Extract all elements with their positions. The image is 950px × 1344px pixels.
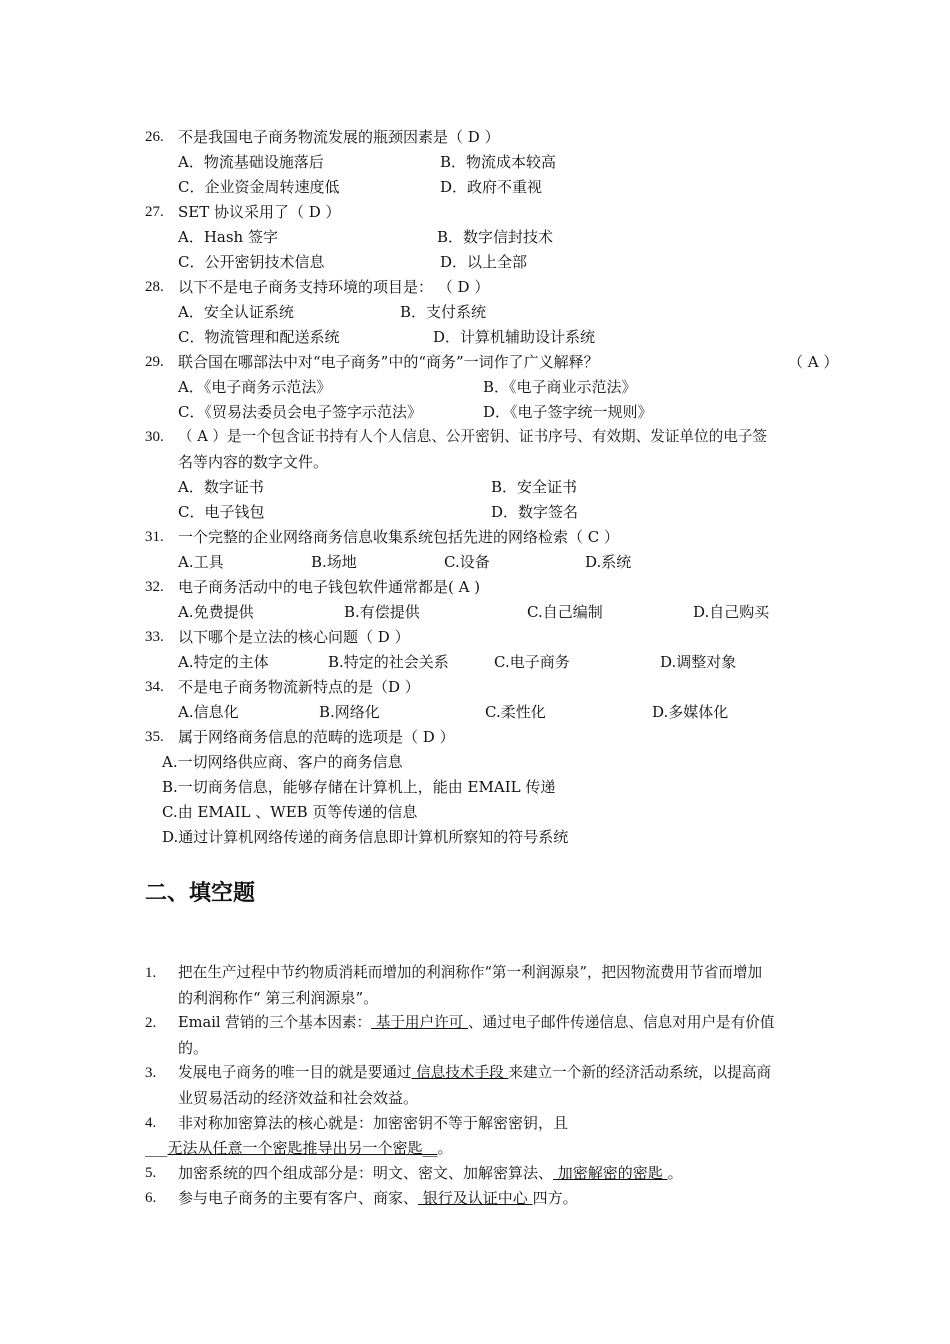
question-text: 电子商务活动中的电子钱包软件通常都是( A ) bbox=[178, 578, 481, 596]
option-a: A.工具 bbox=[178, 553, 224, 571]
fill-text bbox=[178, 1063, 771, 1083]
question-number: 27. bbox=[145, 204, 164, 220]
fill-text-continued: 的利润称作“ 第三利润源泉”。 bbox=[178, 989, 379, 1007]
fill-text-continued bbox=[145, 1138, 453, 1158]
question-number: 29. bbox=[145, 354, 164, 370]
option-d: D.通过计算机网络传递的商务信息即计算机所察知的符号系统 bbox=[162, 828, 569, 846]
option-a: A.信息化 bbox=[178, 703, 239, 721]
option-d: D．政府不重视 bbox=[440, 178, 543, 196]
fill-blank-answer: 无法从任意一个密匙推导出另一个密匙 bbox=[167, 1139, 423, 1157]
question-text: 不是电子商务物流新特点的是（D ） bbox=[178, 678, 420, 696]
option-a: A.特定的主体 bbox=[178, 653, 269, 671]
option-d: D.自己购买 bbox=[693, 603, 770, 621]
fill-pre: 参与电子商务的主要有客户、商家、 bbox=[178, 1189, 419, 1207]
option-b: B．安全证书 bbox=[491, 478, 578, 496]
answer-bracket: （ A ） bbox=[788, 353, 839, 371]
question-number: 35. bbox=[145, 729, 164, 745]
question-number: 28. bbox=[145, 279, 164, 295]
question-text: 以下不是电子商务支持环境的项目是： （ D ） bbox=[178, 278, 490, 296]
question-text: 以下哪个是立法的核心问题（ D ） bbox=[178, 628, 410, 646]
question-text: 不是我国电子商务物流发展的瓶颈因素是（ D ） bbox=[178, 128, 500, 146]
question-number: 31. bbox=[145, 529, 164, 545]
question-text: 属于网络商务信息的范畴的选项是（ D ） bbox=[178, 728, 455, 746]
fill-number: 1. bbox=[145, 965, 157, 981]
option-c: C．公开密钥技术信息 bbox=[178, 253, 325, 271]
option-c: C.由 EMAIL 、WEB 页等传递的信息 bbox=[162, 803, 418, 821]
fill-text bbox=[178, 1163, 683, 1183]
option-b: B.场地 bbox=[311, 553, 357, 571]
option-d: D.调整对象 bbox=[660, 653, 737, 671]
option-b: B.特定的社会关系 bbox=[328, 653, 449, 671]
question-text: 联合国在哪部法中对“电子商务”中的“商务”一词作了广义解释？ bbox=[178, 353, 599, 371]
fill-text: 非对称加密算法的核心就是：加密密钥不等于解密密钥，且 bbox=[178, 1114, 569, 1132]
option-a: A．物流基础设施落后 bbox=[178, 153, 324, 171]
option-b: B.网络化 bbox=[319, 703, 380, 721]
fill-post: 。 bbox=[667, 1164, 683, 1182]
option-c: C．《贸易法委员会电子签字示范法》 bbox=[178, 403, 422, 421]
option-d: D．《电子签字统一规则》 bbox=[483, 403, 653, 421]
option-b: B．支付系统 bbox=[400, 303, 487, 321]
option-c: C．企业资金周转速度低 bbox=[178, 178, 340, 196]
option-d: D．计算机辅助设计系统 bbox=[433, 328, 596, 346]
question-text: （ A ）是一个包含证书持有人个人信息、公开密钥、证书序号、有效期、发证单位的电子签 bbox=[178, 428, 767, 445]
option-b: B.有偿提供 bbox=[344, 603, 420, 621]
option-a: A．数字证书 bbox=[178, 478, 264, 496]
question-number: 33. bbox=[145, 629, 164, 645]
option-a: A.免费提供 bbox=[178, 603, 254, 621]
fill-text bbox=[178, 1013, 774, 1033]
fill-number: 5. bbox=[145, 1165, 157, 1181]
fill-pre: 发展电子商务的唯一目的就是要通过 bbox=[178, 1064, 412, 1081]
option-c: C.设备 bbox=[444, 553, 490, 571]
option-b: B.一切商务信息，能够存储在计算机上，能由 EMAIL 传递 bbox=[162, 778, 556, 796]
fill-blank-answer: 银行及认证中心 bbox=[418, 1189, 533, 1207]
option-c: C.柔性化 bbox=[485, 703, 546, 721]
option-d: D.系统 bbox=[585, 553, 632, 571]
option-d: D．以上全部 bbox=[440, 253, 528, 271]
question-number: 32. bbox=[145, 579, 164, 595]
fill-number: 4. bbox=[145, 1115, 157, 1131]
fill-post: 、通过电子邮件传递信息、信息对用户是有价值 bbox=[467, 1014, 775, 1031]
option-c: C．电子钱包 bbox=[178, 503, 265, 521]
fill-text bbox=[178, 1188, 578, 1208]
fill-post: 四方。 bbox=[532, 1189, 578, 1207]
option-c: C.电子商务 bbox=[494, 653, 570, 671]
fill-text-continued: 的。 bbox=[178, 1039, 209, 1057]
question-text: 一个完整的企业网络商务信息收集系统包括先进的网络检索（ C ） bbox=[178, 528, 620, 546]
option-c: C．物流管理和配送系统 bbox=[178, 328, 340, 346]
option-c: C.自己编制 bbox=[527, 603, 603, 621]
question-text-continued: 名等内容的数字文件。 bbox=[178, 453, 329, 471]
option-a: A．Hash 签字 bbox=[178, 228, 278, 246]
option-a: A．安全认证系统 bbox=[178, 303, 294, 321]
fill-pre: 加密系统的四个组成部分是：明文、密文、加解密算法、 bbox=[178, 1164, 554, 1182]
fill-blank-answer: 加密解密的密匙 bbox=[553, 1164, 668, 1182]
fill-blank-answer: 信息技术手段 bbox=[411, 1064, 509, 1081]
fill-blank-lead: ___ bbox=[145, 1139, 168, 1157]
fill-number: 6. bbox=[145, 1190, 157, 1206]
option-a: A.一切网络供应商、客户的商务信息 bbox=[162, 753, 403, 771]
fill-number: 3. bbox=[145, 1065, 157, 1081]
section-heading: 二、填空题 bbox=[145, 881, 256, 906]
question-number: 34. bbox=[145, 679, 164, 695]
fill-post: 来建立一个新的经济活动系统，以提高商 bbox=[508, 1064, 772, 1081]
question-text: SET 协议采用了（ D ） bbox=[178, 203, 341, 221]
fill-end: 。 bbox=[437, 1139, 453, 1157]
question-number: 26. bbox=[145, 129, 164, 145]
fill-text-continued: 业贸易活动的经济效益和社会效益。 bbox=[178, 1089, 419, 1107]
option-b: B．《电子商业示范法》 bbox=[483, 378, 637, 396]
option-b: B．物流成本较高 bbox=[440, 153, 557, 171]
option-d: D.多媒体化 bbox=[652, 703, 729, 721]
fill-blank-trail: __ bbox=[422, 1139, 438, 1157]
option-d: D．数字签名 bbox=[491, 503, 579, 521]
question-number: 30. bbox=[145, 429, 164, 445]
fill-number: 2. bbox=[145, 1015, 157, 1031]
option-b: B．数字信封技术 bbox=[437, 228, 554, 246]
fill-blank-answer: 基于用户许可 bbox=[371, 1014, 468, 1031]
fill-text: 把在生产过程中节约物质消耗而增加的利润称作“第一利润源泉”，把因物流费用节省而增加 bbox=[178, 964, 763, 981]
option-a: A．《电子商务示范法》 bbox=[178, 378, 332, 396]
fill-pre: Email 营销的三个基本因素： bbox=[178, 1014, 372, 1031]
